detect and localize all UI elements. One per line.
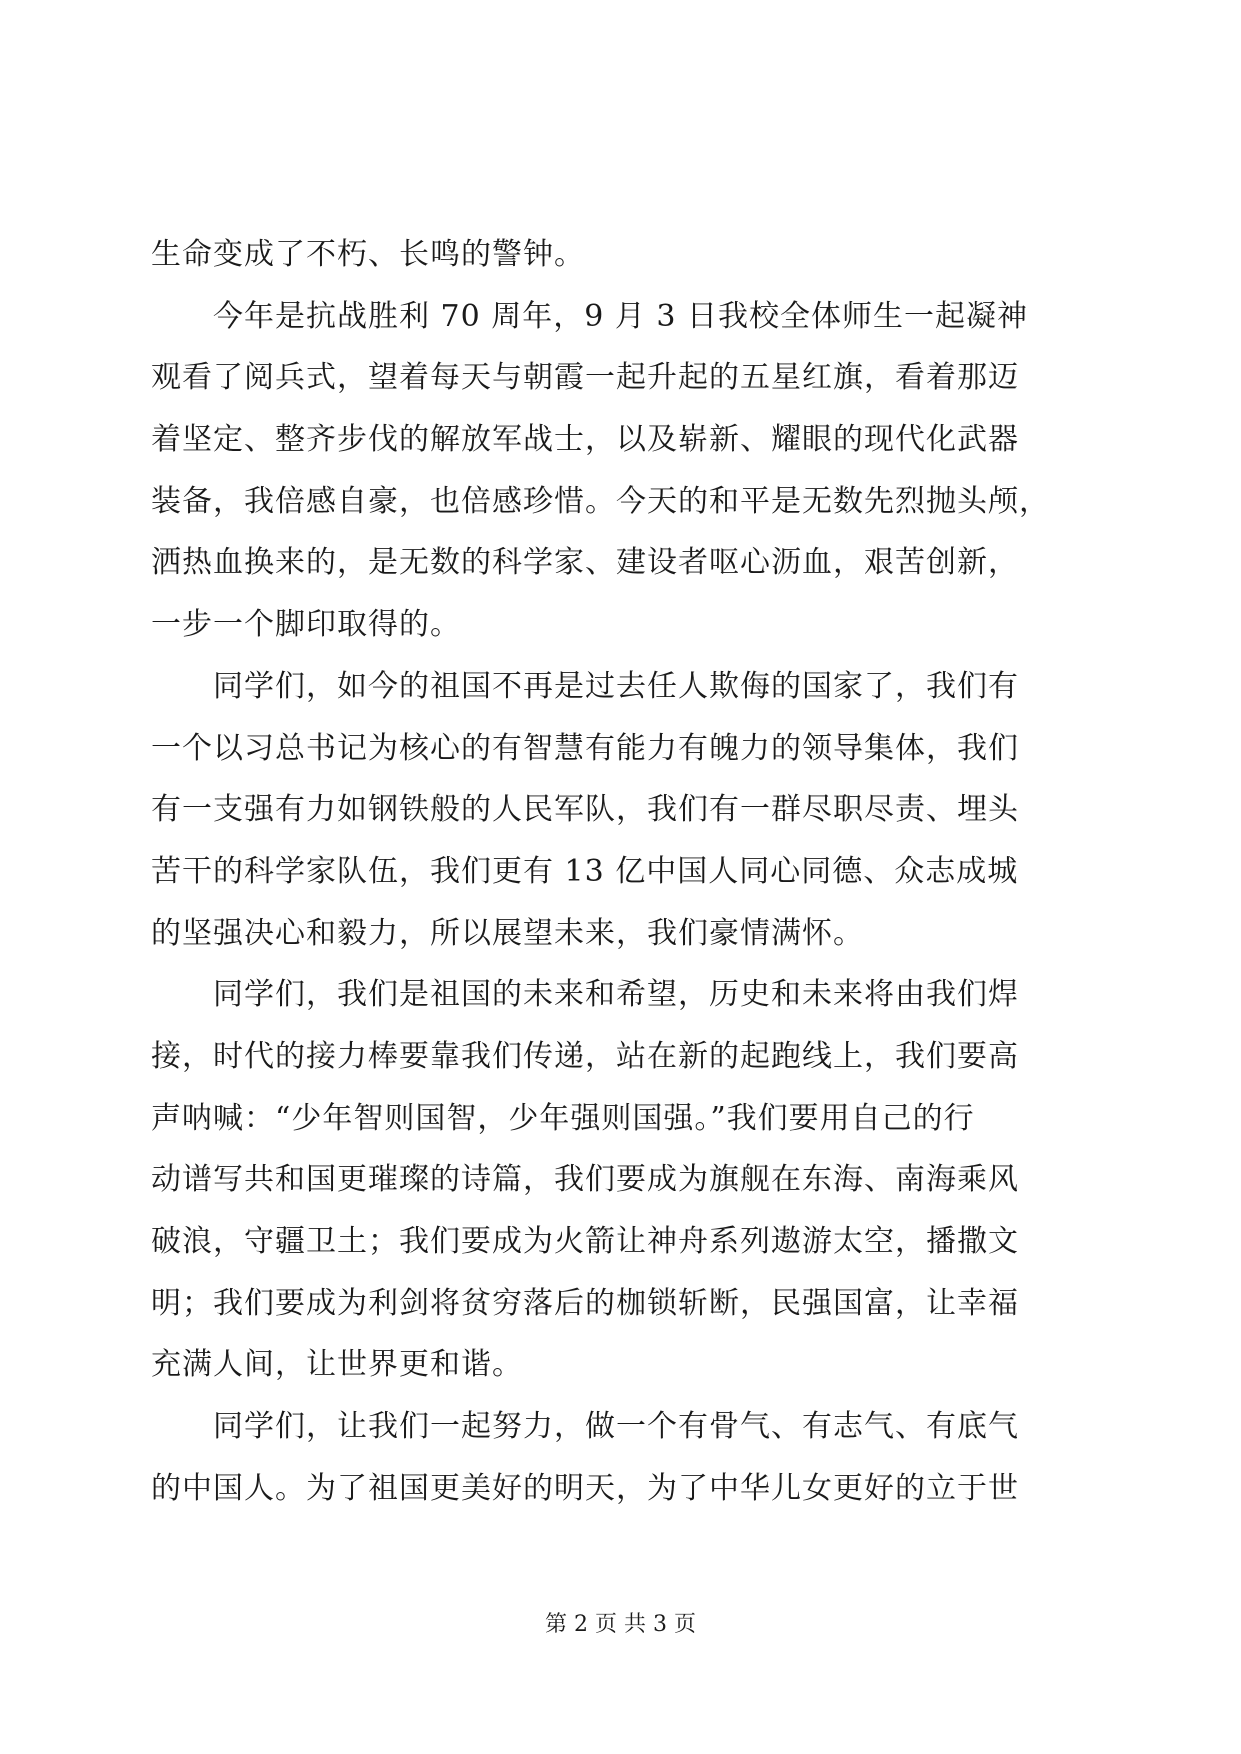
text-line: 一个以习总书记为核心的有智慧有能力有魄力的领导集体，我们 — [151, 730, 1019, 766]
text-line: 的中国人。为了祖国更美好的明天，为了中华儿女更好的立于世 — [151, 1470, 1019, 1506]
text-line: 破浪，守疆卫土；我们要成为火箭让神舟系列遨游太空，播撒文 — [151, 1224, 1019, 1259]
body-text — [151, 224, 1081, 1519]
text-line: 洒热血换来的，是无数的科学家、建设者呕心沥血，艰苦创新， — [151, 545, 1019, 581]
text-line: 苦干的科学家队伍，我们更有 13 亿中国人同心同德、众志成城 — [151, 853, 1019, 889]
text-line: 有一支强有力如钢铁般的人民军队，我们有一群尽职尽责、埋头 — [151, 792, 1019, 828]
text-line: 的坚强决心和毅力，所以展望未来，我们豪情满怀。 — [151, 915, 864, 951]
text-line: 一步一个脚印取得的。 — [151, 607, 461, 643]
text-line: 同学们，我们是祖国的未来和希望，历史和未来将由我们焊 — [151, 977, 1019, 1013]
text-line: 充满人间，让世界更和谐。 — [151, 1347, 523, 1383]
text-line: 动谱写共和国更璀璨的诗篇，我们要成为旗舰在东海、南海乘风 — [151, 1162, 1019, 1198]
text-line: 同学们，如今的祖国不再是过去任人欺侮的国家了，我们有 — [151, 668, 1019, 704]
text-line: 今年是抗战胜利 70 周年，9 月 3 日我校全体师生一起凝神 — [151, 298, 1029, 334]
text-line: 装备，我倍感自豪，也倍感珍惜。今天的和平是无数先烈抛头颅， — [151, 483, 1050, 519]
text-line: 明；我们要成为利剑将贫穷落后的枷锁斩断，民强国富，让幸福 — [151, 1285, 1019, 1321]
text-line: 声呐喊：“少年智则国智，少年强则国强。”我们要用自己的行 — [151, 1100, 975, 1136]
page-number-footer: 第 2 页 共 3 页 — [545, 1612, 696, 1637]
text-line: 生命变成了不朽、长鸣的警钟。 — [151, 237, 585, 272]
text-line: 接，时代的接力棒要靠我们传递，站在新的起跑线上，我们要高 — [151, 1038, 1019, 1074]
text-line: 观看了阅兵式，望着每天与朝霞一起升起的五星红旗，看着那迈 — [151, 360, 1019, 396]
text-line: 着坚定、整齐步伐的解放军战士，以及崭新、耀眼的现代化武器 — [151, 422, 1019, 458]
text-line: 同学们，让我们一起努力，做一个有骨气、有志气、有底气 — [151, 1409, 1019, 1445]
